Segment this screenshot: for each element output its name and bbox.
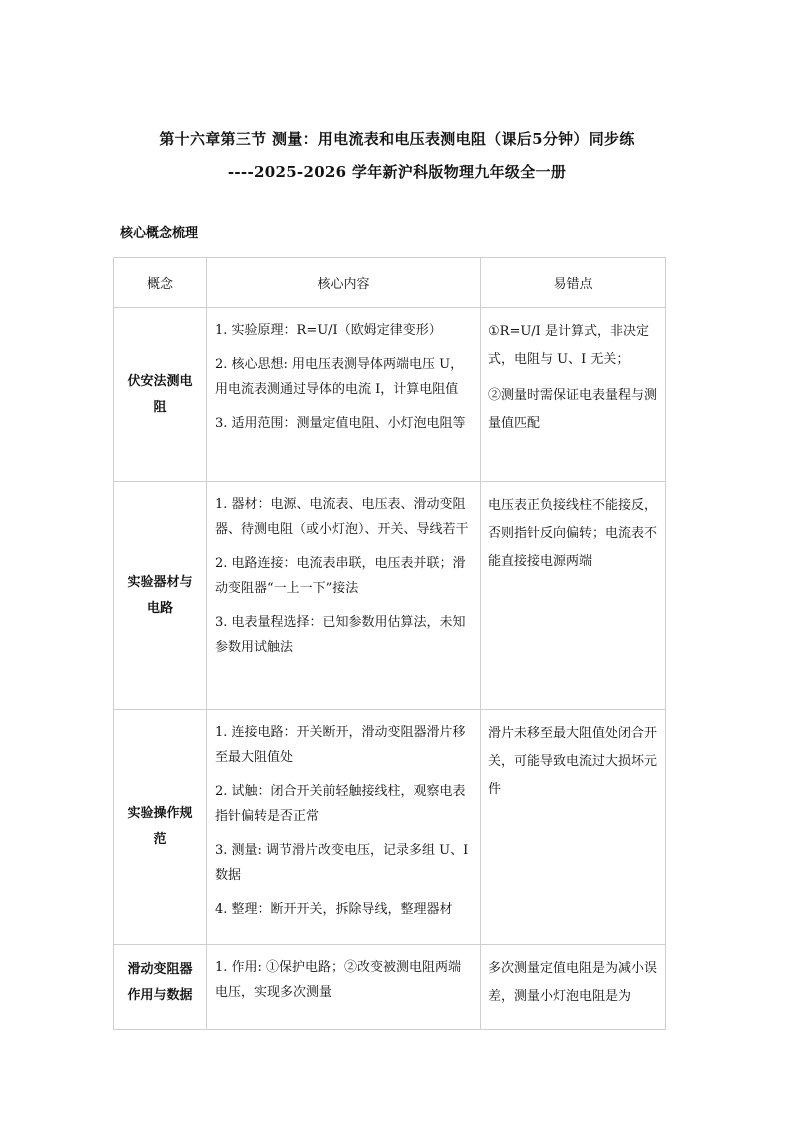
content-item: 1. 实验原理：R=U/I（欧姆定律变形） xyxy=(215,323,442,338)
table-row xyxy=(114,308,666,482)
table-header-row xyxy=(114,258,666,308)
table-row xyxy=(114,482,666,710)
error-cell xyxy=(481,482,666,710)
error-item: 滑片未移至最大阻值处闭合开关，可能导致电流过大损坏元件 xyxy=(488,726,658,797)
content-item: 2. 电路连接：电流表串联，电压表并联；滑动变阻器“一上一下”接法 xyxy=(215,556,466,596)
content-item: 4. 整理：断开开关，拆除导线，整理器材 xyxy=(215,902,453,917)
header-concept: 概念 xyxy=(114,258,207,308)
table-row xyxy=(114,710,666,945)
content-cell xyxy=(207,482,481,710)
content-cell xyxy=(207,308,481,482)
concept-cell: 滑动变阻器作用与数据 xyxy=(114,945,207,1030)
error-item: ②测量时需保证电表量程与测量值匹配 xyxy=(488,388,658,431)
concept-cell: 实验操作规范 xyxy=(114,710,207,945)
content-item: 3. 测量: 调节滑片改变电压，记录多组 U、I 数据 xyxy=(215,843,469,883)
content-item: 1. 器材：电源、电流表、电压表、滑动变阻器、待测电阻（或小灯泡）、开关、导线若干 xyxy=(215,497,469,537)
table-row xyxy=(114,945,666,1030)
content-item: 1. 作用: ①保护电路；②改变被测电阻两端电压，实现多次测量 xyxy=(215,960,462,1000)
error-item: ①R=U/I 是计算式，非决定式，电阻与 U、I 无关； xyxy=(488,324,649,367)
concept-table xyxy=(113,257,666,1030)
error-item: 多次测量定值电阻是为减小误差，测量小灯泡电阻是为 xyxy=(488,961,658,1004)
content-item: 3. 电表量程选择：已知参数用估算法，未知参数用试触法 xyxy=(215,615,466,655)
content-item: 1. 连接电路：开关断开，滑动变阻器滑片移至最大阻值处 xyxy=(215,725,466,765)
error-cell xyxy=(481,945,666,1030)
document-title-line1: 第十六章第三节 测量：用电流表和电压表测电阻（课后5分钟）同步练 xyxy=(159,130,635,148)
error-cell xyxy=(481,710,666,945)
section-heading: 核心概念梳理 xyxy=(120,226,199,241)
header-errors: 易错点 xyxy=(481,258,666,308)
header-content: 核心内容 xyxy=(207,258,481,308)
content-cell xyxy=(207,945,481,1030)
content-item: 2. 核心思想: 用电压表测导体两端电压 U，用电流表测通过导体的电流 I，计算电阻值 xyxy=(215,357,464,397)
content-item: 3. 适用范围：测量定值电阻、小灯泡电阻等 xyxy=(215,416,466,431)
error-cell xyxy=(481,308,666,482)
document-title-line2: ----2025-2026 学年新沪科版物理九年级全一册 xyxy=(227,163,567,181)
concept-cell: 伏安法测电阻 xyxy=(114,308,207,482)
concept-cell: 实验器材与电路 xyxy=(114,482,207,710)
content-item: 2. 试触：闭合开关前轻触接线柱，观察电表指针偏转是否正常 xyxy=(215,784,466,824)
error-item: 电压表正负接线柱不能接反，否则指针反向偏转；电流表不能直接接电源两端 xyxy=(488,498,658,569)
content-cell xyxy=(207,710,481,945)
